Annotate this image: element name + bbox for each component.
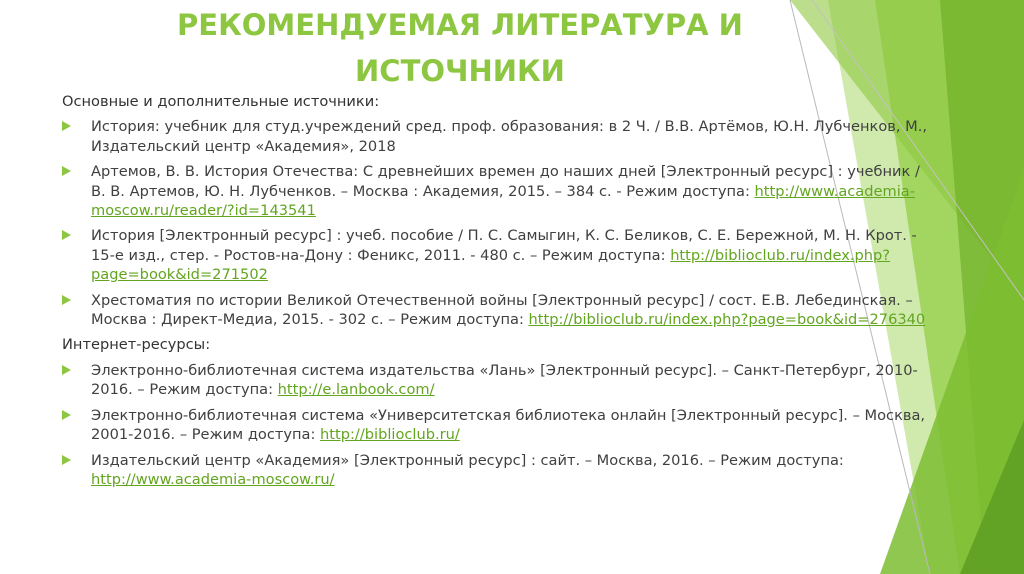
slide-content (62, 92, 932, 495)
list-item-text: Издательский центр «Академия» [Электронный ресурс] : сайт. – Москва, 2016. – Режим доступа: (91, 451, 844, 469)
list-item (62, 406, 932, 445)
triangle-bullet-icon (62, 230, 71, 240)
triangle-bullet-icon (62, 295, 71, 305)
title-line-1: РЕКОМЕНДУЕМАЯ ЛИТЕРАТУРА И (177, 8, 743, 42)
list-item-text: Артемов, В. В. История Отечества: С древнейших времен до наших дней [Электронный ресурс] : учебник / В. В. Артемов, Ю. Н. Лубченков. – Москва : Академия, 2015. – 384 с. - Режим доступа: (91, 163, 920, 200)
list-item-link[interactable]: http://e.lanbook.com/ (277, 381, 435, 399)
list-item (62, 291, 932, 330)
list-item-link[interactable]: http://biblioclub.ru/index.php?page=book&id=276340 (528, 311, 926, 329)
slide-title (110, 2, 810, 94)
list-item (62, 226, 932, 284)
list-item-link[interactable]: http://biblioclub.ru/index.php?page=book&id=271502 (91, 246, 890, 284)
list-item-text: Электронно-библиотечная система издательства «Лань» [Электронный ресурс]. – Санкт-Петербург, 2010-2016. – Режим доступа: (91, 361, 918, 399)
triangle-bullet-icon (62, 166, 71, 176)
list-item-link[interactable]: http://www.academia-moscow.ru/reader/?id=143541 (91, 182, 915, 220)
triangle-bullet-icon (62, 365, 71, 375)
section-heading-main-sources: Основные и дополнительные источники: (62, 93, 380, 110)
list-item (62, 162, 932, 220)
list-item-link[interactable]: http://biblioclub.ru/ (320, 426, 460, 444)
list-item-text: Хрестоматия по истории Великой Отечественной войны [Электронный ресурс] / сост. Е.В. Лебединская. – Москва : Директ-Медиа, 2015. - 302 с. – Режим доступа: (91, 291, 913, 329)
triangle-bullet-icon (62, 410, 71, 420)
title-line-2: ИСТОЧНИКИ (355, 54, 565, 88)
list-item (62, 117, 932, 156)
list-item (62, 451, 932, 490)
list-item-text: История [Электронный ресурс] : учеб. пособие / П. С. Самыгин, К. С. Беликов, С. Е. Бережной, М. Н. Крот. - 15-е изд., стер. - Ростов-на-Дону : Феникс, 2011. - 480 с. – Режим доступа: (91, 227, 917, 264)
triangle-bullet-icon (62, 455, 71, 465)
list-item-text: Электронно-библиотечная система «Университетская библиотека онлайн [Электронный ресурс]. – Москва, 2001-2016. – Режим доступа: (91, 406, 926, 444)
list-item-text: История: учебник для студ.учреждений сред. проф. образования: в 2 Ч. / В.В. Артёмов, Ю.Н. Лубченков, М., Издательский центр «Академия», 2018 (91, 118, 927, 155)
list-item-link[interactable]: http://www.academia-moscow.ru/ (91, 470, 335, 488)
section-heading-internet-resources: Интернет-ресурсы: (62, 336, 211, 354)
list-item (62, 361, 932, 400)
internet-resources-list (62, 361, 932, 489)
triangle-bullet-icon (62, 121, 71, 131)
main-sources-list (62, 117, 932, 329)
